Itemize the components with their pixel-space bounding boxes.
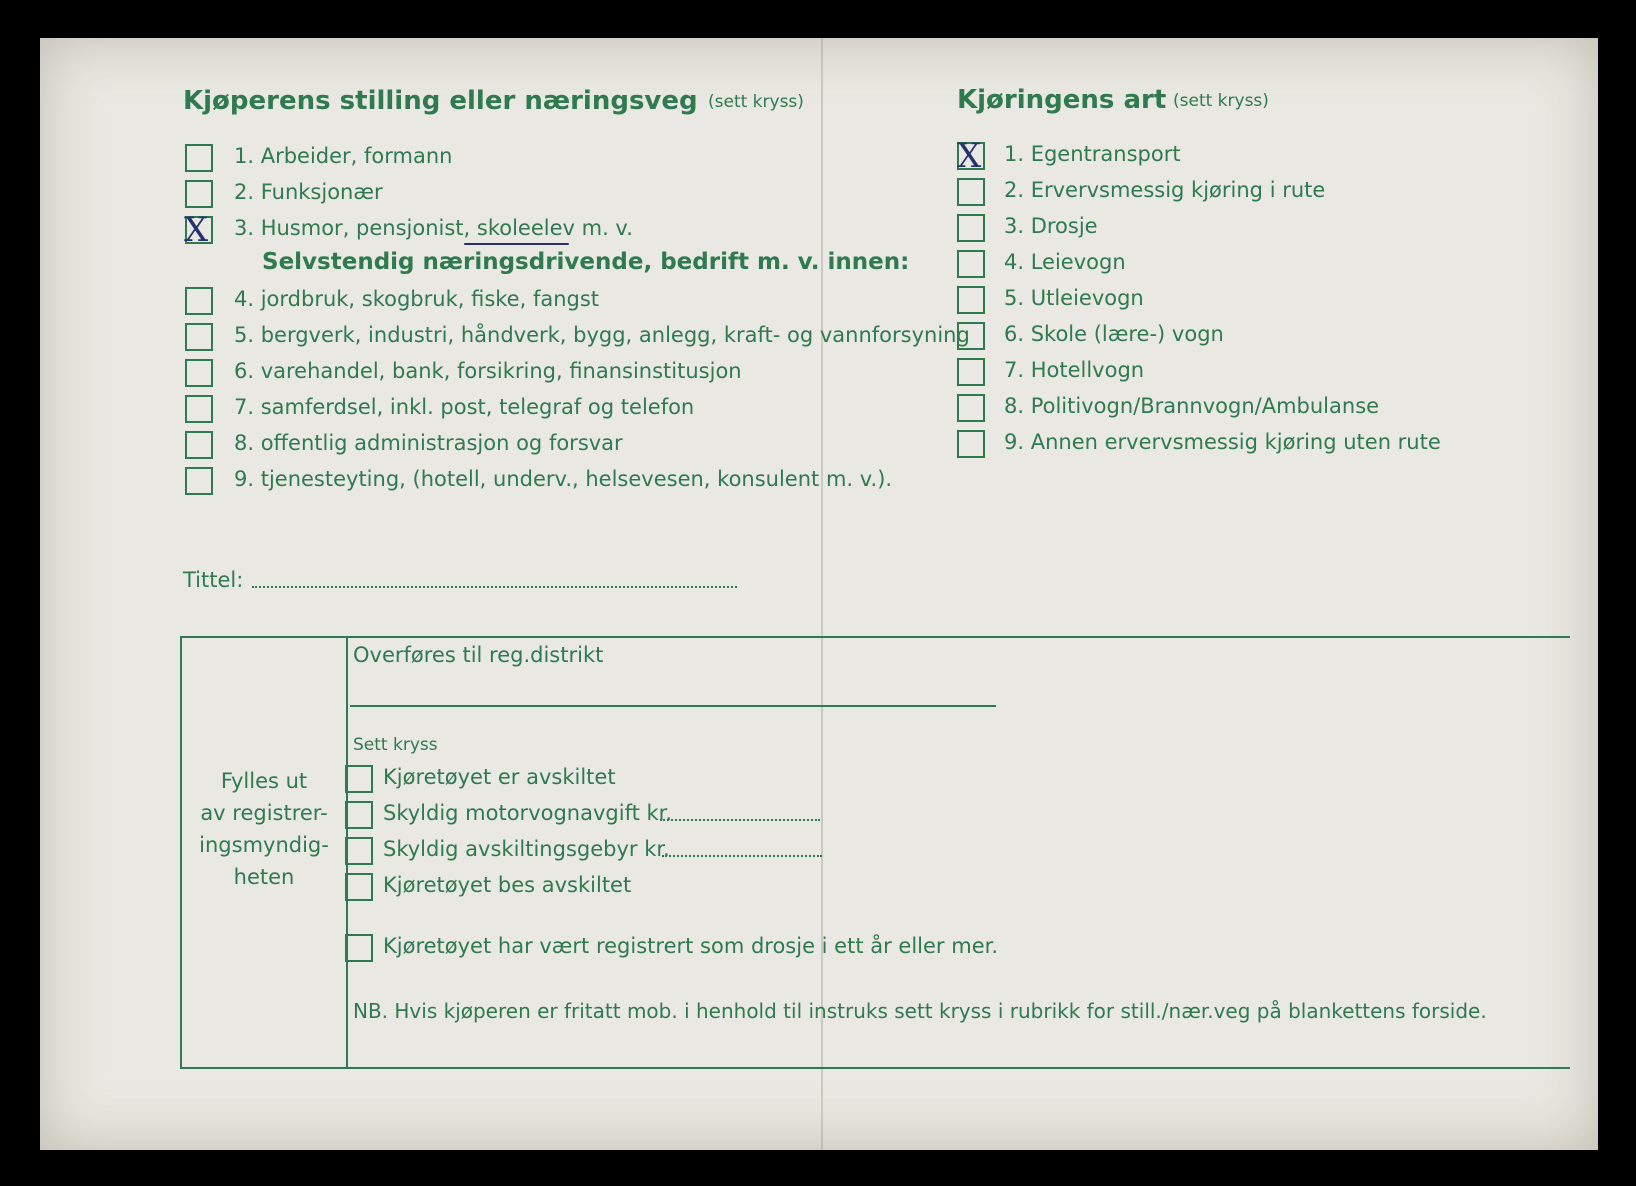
checkbox-avskiltet[interactable] — [345, 765, 373, 793]
left-title-note: (sett kryss) — [708, 92, 804, 112]
item-bergverk: 5. bergverk, industri, håndverk, bygg, anlegg, kraft- og vannforsyning — [234, 323, 970, 347]
fold-crease — [821, 38, 823, 1150]
nb-note: NB. Hvis kjøperen er fritatt mob. i henhold til instruks sett kryss i rubrikk for still./nær.veg på blankettens forside. — [353, 999, 1487, 1023]
checkbox-utleievogn[interactable] — [957, 286, 985, 314]
checkbox-samferdsel[interactable] — [185, 395, 213, 423]
item-offentlig: 8. offentlig administrasjon og forsvar — [234, 431, 623, 455]
checkbox-drosje[interactable] — [957, 214, 985, 242]
checkbox-offentlig[interactable] — [185, 431, 213, 459]
left-title: Kjøperens stilling eller næringsveg — [183, 86, 698, 116]
check-mark-husmor: X — [184, 210, 209, 250]
item-avskiltet: Kjøretøyet er avskiltet — [383, 765, 616, 789]
item-motorvognavgift: Skyldig motorvognavgift kr. — [383, 801, 673, 825]
side-label — [182, 765, 346, 893]
sett-kryss-label: Sett kryss — [353, 735, 438, 755]
item-hotellvogn: 7. Hotellvogn — [1004, 358, 1145, 382]
item-utleievogn: 5. Utleievogn — [1004, 286, 1144, 310]
item-drosje: 3. Drosje — [1004, 214, 1098, 238]
checkbox-tjenesteyting[interactable] — [185, 467, 213, 495]
item-avskiltingsgebyr: Skyldig avskiltingsgebyr kr. — [383, 837, 670, 861]
checkbox-avskiltingsgebyr[interactable] — [345, 837, 373, 865]
avskiltingsgebyr-field[interactable] — [662, 855, 822, 857]
checkbox-varehandel[interactable] — [185, 359, 213, 387]
checkbox-arbeider[interactable] — [185, 144, 213, 172]
item-annen-kjoring: 9. Annen ervervsmessig kjøring uten rute — [1004, 430, 1441, 454]
item-samferdsel: 7. samferdsel, inkl. post, telegraf og telefon — [234, 395, 695, 419]
right-title: Kjøringens art — [957, 85, 1167, 115]
item-ervervsmessig-rute: 2. Ervervsmessig kjøring i rute — [1004, 178, 1326, 202]
tittel-label: Tittel: — [183, 568, 244, 592]
checkbox-leievogn[interactable] — [957, 250, 985, 278]
left-subheading: Selvstendig næringsdrivende, bedrift m. v. innen: — [262, 249, 910, 275]
check-mark-egentransport: X — [957, 136, 982, 176]
item-arbeider: 1. Arbeider, formann — [234, 144, 453, 168]
item-drosje-ett-ar: Kjøretøyet har vært registrert som drosje i ett år eller mer. — [383, 934, 998, 958]
item-husmor: 3. Husmor, pensjonist, skoleelev m. v. — [234, 216, 633, 240]
right-title-note: (sett kryss) — [1173, 91, 1269, 111]
checkbox-ervervsmessig-rute[interactable] — [957, 178, 985, 206]
checkbox-bergverk[interactable] — [185, 323, 213, 351]
tittel-field[interactable] — [252, 586, 737, 588]
checkbox-drosje-ett-ar[interactable] — [345, 934, 373, 962]
motorvognavgift-field[interactable] — [660, 819, 820, 821]
item-skolevogn: 6. Skole (lære-) vogn — [1004, 322, 1224, 346]
side-label-line-4: heten — [233, 865, 295, 889]
checkbox-motorvognavgift[interactable] — [345, 801, 373, 829]
checkbox-hotellvogn[interactable] — [957, 358, 985, 386]
item-politivogn: 8. Politivogn/Brannvogn/Ambulanse — [1004, 394, 1380, 418]
bottom-box-bottom-border — [180, 1067, 1570, 1069]
item-egentransport: 1. Egentransport — [1004, 142, 1181, 166]
side-label-line-1: Fylles ut — [220, 769, 308, 793]
checkbox-skolevogn[interactable] — [957, 322, 985, 350]
overfores-label: Overføres til reg.distrikt — [353, 643, 604, 667]
checkbox-jordbruk[interactable] — [185, 287, 213, 315]
side-label-line-3: ingsmyndig- — [199, 833, 329, 857]
item-tjenesteyting: 9. tjenesteyting, (hotell, underv., helsevesen, konsulent m. v.). — [234, 467, 893, 491]
overfores-field-line[interactable] — [350, 705, 996, 707]
item-varehandel: 6. varehandel, bank, forsikring, finansinstitusjon — [234, 359, 742, 383]
checkbox-annen-kjoring[interactable] — [957, 430, 985, 458]
bottom-box-top-border — [180, 636, 1570, 638]
item-funksjonaer: 2. Funksjonær — [234, 180, 383, 204]
checkbox-funksjonaer[interactable] — [185, 180, 213, 208]
item-bes-avskiltet: Kjøretøyet bes avskiltet — [383, 873, 632, 897]
checkbox-bes-avskiltet[interactable] — [345, 873, 373, 901]
item-leievogn: 4. Leievogn — [1004, 250, 1126, 274]
form-paper — [40, 38, 1598, 1150]
underline-skoleelev — [464, 243, 569, 245]
checkbox-politivogn[interactable] — [957, 394, 985, 422]
item-jordbruk: 4. jordbruk, skogbruk, fiske, fangst — [234, 287, 600, 311]
side-label-line-2: av registrer- — [200, 801, 328, 825]
